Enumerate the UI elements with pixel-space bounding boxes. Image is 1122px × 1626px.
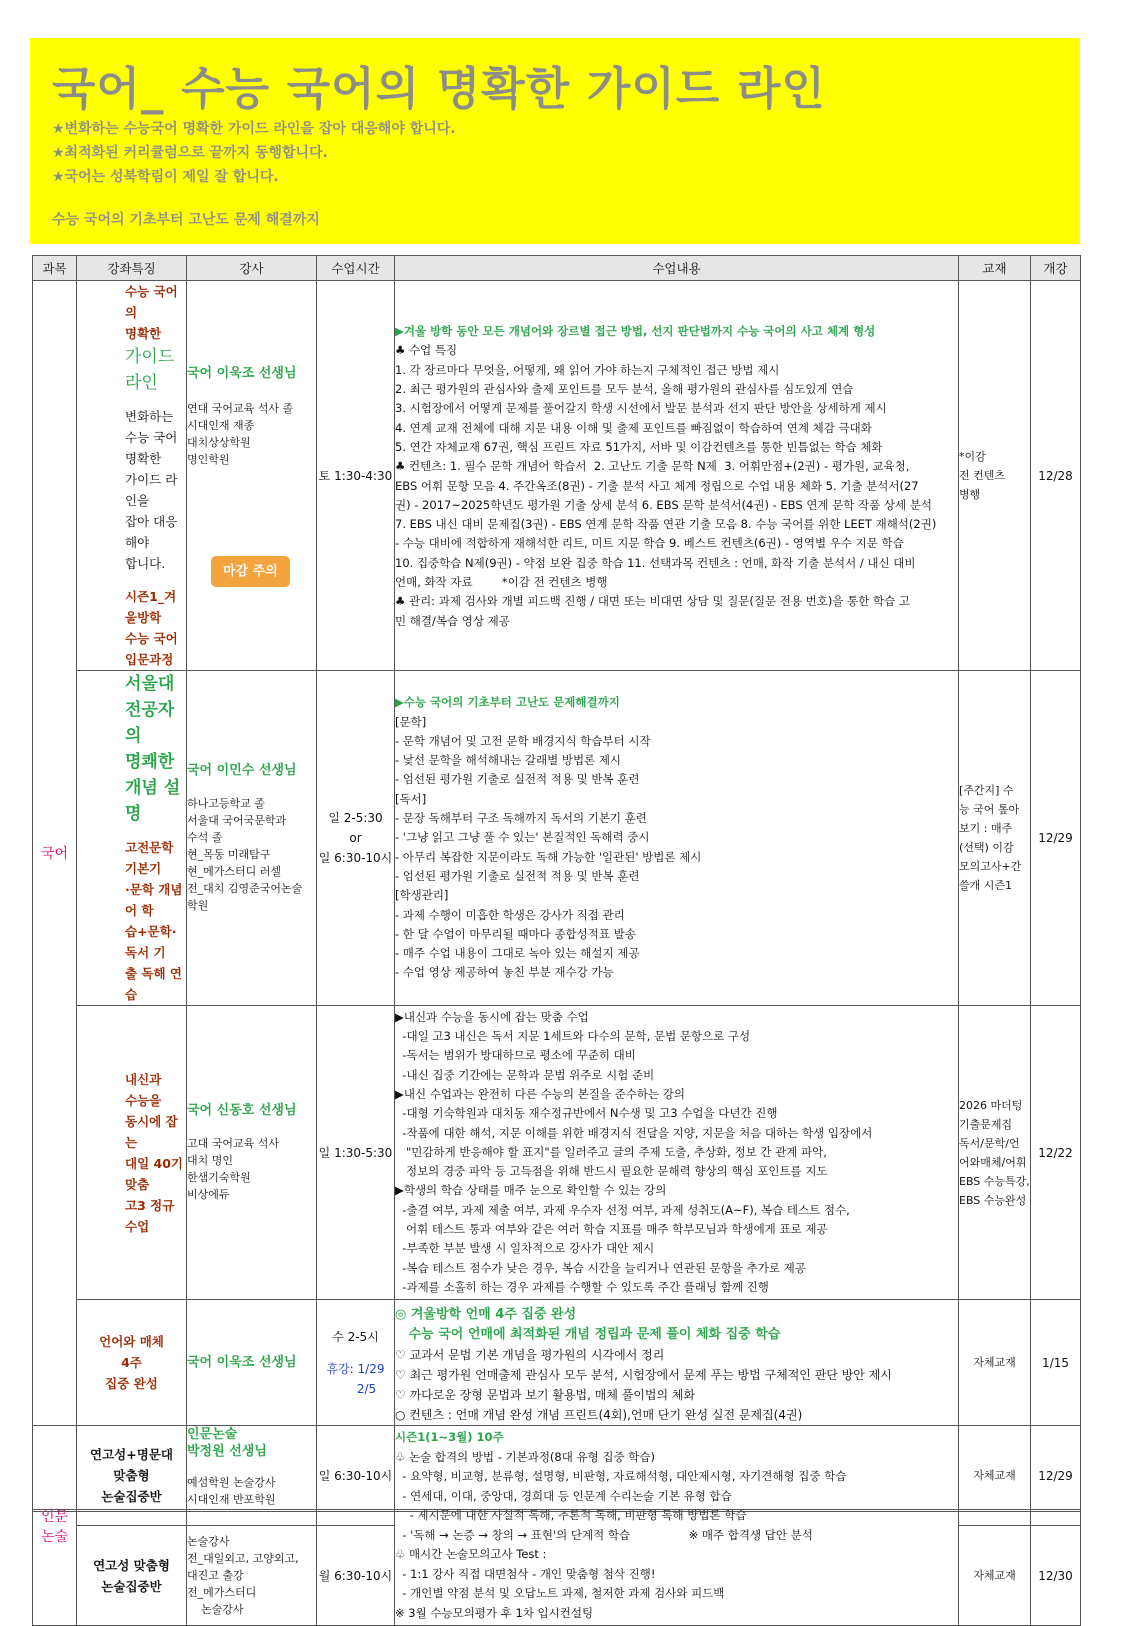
content-line: - 수업 영상 제공하여 놓친 부분 재수강 가능 [395, 965, 614, 980]
content-line: -과제를 소홀히 하는 경우 과제를 수행할 수 있도록 주간 플래닝 함께 진행 [395, 1279, 769, 1294]
content-line: - 요약형, 비교형, 분류형, 설명형, 비판형, 자료해석형, 대안제시형, 자기견해형 집중 학습 [395, 1469, 847, 1483]
header-start-date: 개강 [1031, 256, 1081, 281]
content-line: -내신 집중 기간에는 문학과 문법 위주로 시험 준비 [395, 1067, 655, 1082]
content-line: ♧ 논술 합격의 방법 - 기본과정(8대 유형 집중 학습) [395, 1449, 655, 1464]
header-time: 수업시간 [317, 256, 395, 281]
feature-line: 변화하는 [125, 409, 174, 424]
feature-line: 4주 [121, 1355, 142, 1370]
content-line: ▶학생의 학습 상태를 매주 눈으로 확인할 수 있는 강의 [395, 1183, 667, 1198]
content-line: ♡ 교과서 문법 기본 개념을 평가원의 시각에서 정리 [395, 1347, 665, 1362]
textbook-line: 병행 [959, 488, 981, 501]
teacher-bio-line: 고대 국어교육 석사 [187, 1137, 280, 1150]
table-row [33, 671, 1081, 1006]
textbook-cell: 자체교재 [959, 1526, 1031, 1626]
content-cell [395, 1426, 959, 1626]
content-cell [395, 281, 959, 671]
feature-cell [77, 1300, 187, 1426]
teacher-cell [187, 1006, 317, 1300]
teacher-name: 국어 신동호 선생님 [187, 1103, 297, 1118]
content-line: 정보의 경중 파악 등 고득점을 위해 반드시 필요한 문해력 향상의 핵심 포인트를 지도 [395, 1164, 828, 1179]
textbook-cell: 자체교재 [959, 1426, 1031, 1526]
feature-line: ·문학 개념어 학 [125, 882, 183, 918]
textbook-line: *이감 [959, 450, 986, 463]
feature-line: 집중 완성 [105, 1376, 158, 1391]
content-line: 2. 최근 평가원의 관심사와 출제 포인트를 모두 분석, 올해 평가원의 관심사를 심도있게 연습 [395, 382, 854, 397]
page-title: 국어_ 수능 국어의 명확한 가이드 라인 [52, 62, 826, 115]
feature-line: 습+문학·독서 기 [125, 924, 177, 960]
feature-line: 가이드 라인을 [125, 472, 178, 508]
feature-cell [77, 1006, 187, 1300]
teacher-bio-line: 현_메가스터디 러셀 [187, 865, 282, 878]
feature-line: 맞춤형 [113, 1468, 150, 1483]
content-cell [395, 1300, 959, 1426]
class-time: 토 1:30-4:30 [317, 281, 395, 671]
content-line: ※ 3월 수능모의평가 후 1차 입시컨설팅 [395, 1605, 594, 1620]
content-line: 권) - 2017~2025학년도 평가원 기출 상세 분석 6. EBS 문학 분석서(4권) - EBS 연계 문학 작품 상세 분석 [395, 497, 933, 512]
content-line: - 엄선된 평가원 기출로 실전적 적용 및 반복 훈련 [395, 772, 640, 787]
class-time [317, 671, 395, 1006]
table-header-row [33, 256, 1081, 281]
feature-line: 서울대 [125, 674, 175, 694]
textbook-cell [959, 281, 1031, 671]
teacher-bio-line: 현_목동 미래탐구 [187, 848, 271, 861]
textbook-cell: 자체교재 [959, 1300, 1031, 1426]
teacher-bio-line: 시대인재 반포학원 [187, 1493, 276, 1506]
banner-subtitle: 수능 국어의 기초부터 고난도 문제 해결까지 [52, 212, 320, 228]
textbook-line: 독서/문학/언 [959, 1136, 1020, 1150]
content-line: [문학] [395, 714, 427, 729]
content-line: 1. 각 장르마다 무엇을, 어떻게, 왜 읽어 가야 하는지 구체적인 접근 방법 제시 [395, 362, 780, 377]
teacher-bio-line: 논술강사 [187, 1603, 244, 1616]
feature-line: 논술집중반 [101, 1578, 162, 1594]
textbook-line: 기출문제집 [959, 1117, 1013, 1131]
start-date: 12/22 [1031, 1006, 1081, 1300]
header-content: 수업내용 [395, 256, 959, 281]
teacher-bio-line: 전_대일외고, 고양외고, [187, 1552, 299, 1565]
content-line: - 아무리 복잡한 지문이라도 독해 가능한 '일관된' 방법론 제시 [395, 849, 702, 864]
teacher-bio-line: 예섬학원 논술강사 [187, 1476, 276, 1489]
feature-line: 언어와 매체 [99, 1334, 164, 1349]
header-subject: 과목 [33, 256, 77, 281]
content-line: 7. EBS 내신 대비 문제집(3권) - EBS 연계 문학 작품 연관 기출 모음 8. 수능 국어를 위한 LEET 재해석(2권) [395, 517, 937, 532]
content-line: 언매, 화작 자료 *이감 전 컨텐츠 병행 [395, 574, 608, 589]
content-line: "민감하게 반응해야 할 표지"를 일러주고 글의 주제 도출, 추상화, 정보 간 관계 파악, [395, 1144, 827, 1159]
content-line: - 문학 개념어 및 고전 문학 배경지식 학습부터 시작 [395, 733, 651, 748]
feature-line: 연고성 맞춤형 [93, 1557, 170, 1573]
deadline-badge-button[interactable]: 마감 주의 [211, 556, 290, 587]
textbook-line: 모의고사+간 [959, 860, 1022, 873]
content-line: - 문장 독해부터 구조 독해까지 독서의 기본기 훈련 [395, 811, 647, 826]
textbook-line: EBS 수능특강, [959, 1174, 1030, 1188]
feature-line: 명확한 [125, 451, 162, 466]
feature-line: 명쾌한 [125, 752, 175, 772]
content-line: ▶내신과 수능을 동시에 잡는 맞춤 수업 [395, 1009, 589, 1024]
feature-line: 연고성+명문대 [90, 1447, 173, 1462]
feature-line: 수능 국어의 [125, 284, 178, 320]
content-line: - 엄선된 평가원 기출로 실전적 적용 및 반복 훈련 [395, 868, 640, 883]
content-line: 4. 연계 교재 전체에 대해 지문 내용 이해 및 출제 포인트를 빠짐없이 학습하여 연계 체감 극대화 [395, 420, 872, 435]
header-textbook: 교재 [959, 256, 1031, 281]
teacher-bio-line: 명인학원 [187, 452, 230, 466]
time-line: 수 2-5시 [332, 1329, 379, 1344]
content-line: 10. 집중학습 N제(9권) - 약점 보완 집중 학습 11. 선택과목 컨텐츠 : 언매, 화작 기출 분석서 / 내신 대비 [395, 555, 916, 570]
teacher-bio-line: 하나고등학교 졸 [187, 797, 265, 810]
time-line: or [349, 831, 362, 845]
feature-cell [77, 281, 187, 671]
feature-line: 수능 국어 [125, 631, 178, 646]
teacher-bio-line: 전_대치 김영준국어논술 [187, 882, 303, 895]
teacher-name: 국어 이욱조 선생님 [187, 365, 297, 381]
header-feature: 강좌특징 [77, 256, 187, 281]
feature-line: 수능 국어 [125, 430, 178, 445]
feature-line: 고전문학 기본기 [125, 840, 174, 876]
teacher-cell [187, 1526, 317, 1626]
content-line: - 연세대, 이대, 중앙대, 경희대 등 인문계 수리논술 기본 유형 합습 [395, 1488, 732, 1503]
teacher-cell [187, 1300, 317, 1426]
textbook-cell [959, 1006, 1031, 1300]
content-line: - 낯선 문학을 해석해내는 갈래별 방법론 제시 [395, 753, 622, 768]
content-line: -출결 여부, 과제 제출 여부, 과제 우수자 선정 여부, 과제 성취도(A~F), 복습 테스트 점수, [395, 1202, 850, 1217]
feature-line: 수능을 [125, 1092, 162, 1108]
class-time [317, 1300, 395, 1426]
textbook-line: 보기 : 매주 [959, 822, 1013, 835]
subject-line: 인문 [40, 1508, 69, 1525]
feature-line: 대일 40기 맞춤 [125, 1155, 183, 1192]
textbook-line: 전 컨텐츠 [959, 469, 1006, 482]
content-line: - 매주 수업 내용이 그대로 녹아 있는 해설지 제공 [395, 946, 640, 961]
header-banner [30, 38, 1080, 244]
content-line: ◎ 겨울방학 언매 4주 집중 완성 [395, 1306, 577, 1322]
content-line: EBS 어휘 문항 모음 4. 주간옥조(8권) - 기출 분석 사고 체계 정립으로 수업 내용 체화 5. 기출 분석서(27 [395, 478, 919, 493]
feature-line: 동시에 잡는 [125, 1113, 178, 1150]
content-line: ♣ 수업 특징 [395, 343, 458, 358]
content-line: 수능 국어 언매에 최적화된 개념 정립과 문제 풀이 체화 집중 학습 [395, 1326, 781, 1342]
content-line: ♧ 매시간 논술모의고사 Test : [395, 1547, 547, 1561]
content-line: -부족한 부분 발생 시 일차적으로 강사가 대안 제시 [395, 1241, 655, 1256]
teacher-cell [187, 281, 317, 671]
feature-line: 가이드 라인 [125, 347, 175, 393]
content-line: - 수능 대비에 적합하게 재해석한 리트, 미트 지문 학습 9. 베스트 컨텐츠(6권) - 영역별 우수 지문 학습 [395, 536, 904, 551]
class-time: 일 1:30-5:30 [317, 1006, 395, 1300]
content-line: ♣ 컨텐츠: 1. 필수 문학 개념어 학습서 2. 고난도 기출 문학 N제 3. 어휘만점+(2권) - 평가원, 교육청, [395, 459, 910, 474]
teacher-bio-line: 학원 [187, 899, 209, 912]
content-line: -복습 테스트 점수가 낮은 경우, 복습 시간을 늘리거나 연관된 문항을 추가로 제공 [395, 1260, 806, 1275]
banner-bullet: ★국어는 성북학림이 제일 잘 합니다. [52, 169, 279, 185]
teacher-name: 국어 이민수 선생님 [187, 763, 297, 778]
content-line: - 개인별 약점 분석 및 오답노트 과제, 철저한 과제 검사와 피드백 [395, 1586, 725, 1600]
time-note: 2/5 [356, 1381, 377, 1396]
feature-cell [77, 671, 187, 1006]
start-date: 12/28 [1031, 281, 1081, 671]
feature-line: 명확한 [125, 326, 162, 341]
teacher-name: 인문논술 [187, 1427, 238, 1442]
time-note: 휴강: 1/29 [326, 1361, 385, 1376]
content-line: ♡ 까다로운 장형 문법과 보기 활용법, 매체 풀이법의 체화 [395, 1387, 696, 1402]
content-line: 3. 시험장에서 어떻게 문제를 풀어갈지 학생 시선에서 발문 분석과 선지 판단 방안을 상세하게 제시 [395, 401, 887, 416]
content-line: ▶겨울 방학 동안 모든 개념어와 장르별 접근 방법, 선지 판단법까지 수능 국어의 사고 체계 형성 [395, 324, 876, 339]
subject-cell-korean: 국어 [33, 281, 77, 1426]
feature-line: 개념 설명 [125, 778, 181, 824]
subject-line: 논술 [40, 1528, 69, 1545]
content-line: -독서는 범위가 방대하므로 평소에 꾸준히 대비 [395, 1048, 636, 1063]
feature-line: 내신과 [125, 1071, 162, 1087]
teacher-bio-line: 서울대 국어국문학과 [187, 814, 287, 827]
textbook-line: (선택) 이감 [959, 841, 1014, 854]
content-line: -작품에 대한 해석, 지문 이해를 위한 배경지식 전달을 지양, 지문을 처음 대하는 학생 입장에서 [395, 1125, 873, 1140]
teacher-bio-line: 대진고 출강 [187, 1569, 244, 1582]
feature-line: 전공자의 [125, 700, 175, 746]
teacher-bio-line: 연대 국어교육 석사 졸 [187, 401, 294, 415]
course-table [32, 255, 1081, 1626]
teacher-name: 박정원 선생님 [187, 1444, 267, 1459]
textbook-line: 능 국어 톺아 [959, 803, 1020, 816]
content-line: ♣ 관리: 과제 검사와 개별 피드백 진행 / 대면 또는 비대면 상담 및 질문(질문 전용 번호)을 통한 학습 고 [395, 594, 910, 609]
table-row [33, 1006, 1081, 1300]
content-line: -대형 기숙학원과 대치동 재수정규반에서 N수생 및 고3 수업을 다년간 진행 [395, 1106, 778, 1121]
banner-bullet: ★변화하는 수능국어 명확한 가이드 라인을 잡아 대응해야 합니다. [52, 121, 456, 137]
content-line: - 한 달 수업이 마무리될 때마다 종합성적표 발송 [395, 926, 636, 941]
textbook-cell [959, 671, 1031, 1006]
feature-line: 고3 정규 수업 [125, 1197, 175, 1234]
content-line: -대일 고3 내신은 독서 지문 1세트와 다수의 문학, 문법 문항으로 구성 [395, 1029, 751, 1044]
subject-cell-essay [33, 1426, 77, 1626]
banner-bullet: ★최적화된 커리큘럼으로 끝까지 동행합니다. [52, 145, 328, 161]
content-line: - '그냥 읽고 그냥 풀 수 있는' 본질적인 독해력 중시 [395, 830, 650, 845]
feature-line: 합니다. [125, 556, 166, 571]
content-line: 시즌1(1~3월) 10주 [395, 1430, 504, 1444]
content-cell [395, 1006, 959, 1300]
content-line: - '독해 → 논증 → 창의 → 표현'의 단계적 학습 ※ 매주 합격생 답안 분석 [395, 1527, 813, 1542]
header-teacher: 강사 [187, 256, 317, 281]
time-line: 일 6:30-10시 [318, 851, 393, 865]
content-line: [독서] [395, 791, 427, 806]
feature-cell [77, 1526, 187, 1626]
textbook-line: 쓸개 시즌1 [959, 879, 1012, 892]
teacher-name: 국어 이욱조 선생님 [187, 1355, 297, 1370]
feature-line: 잡아 대응해야 [125, 514, 178, 550]
content-line: - 과제 수행이 미흡한 학생은 강사가 직접 관리 [395, 907, 625, 922]
table-bottom-border [32, 1509, 1080, 1512]
teacher-bio-line: 비상에듀 [187, 1188, 230, 1201]
class-time: 월 6:30-10시 [317, 1526, 395, 1626]
content-line: ▶내신 수업과는 완전히 다른 수능의 본질을 준수하는 강의 [395, 1086, 685, 1101]
teacher-bio-line: 대치 명인 [187, 1154, 234, 1167]
teacher-bio-line: 시대인재 재종 [187, 418, 255, 432]
start-date: 12/29 [1031, 671, 1081, 1006]
content-line: ▶수능 국어의 기초부터 고난도 문제해결까지 [395, 695, 620, 710]
content-line: ○ 컨텐츠 : 언매 개념 완성 개념 프린트(4회),언매 단기 완성 실전 문제집(4권) [395, 1407, 803, 1422]
start-date: 12/30 [1031, 1526, 1081, 1626]
content-line: [학생관리] [395, 888, 449, 903]
textbook-line: EBS 수능완성 [959, 1193, 1027, 1207]
content-cell [395, 671, 959, 1006]
teacher-bio-line: 수석 졸 [187, 831, 223, 844]
teacher-bio-line: 논술강사 [187, 1535, 230, 1548]
content-line: ♡ 최근 평가원 언매출제 관심사 모두 분석, 시험장에서 문제 푸는 방법 구체적인 판단 방안 제시 [395, 1367, 892, 1382]
start-date: 12/29 [1031, 1426, 1081, 1526]
table-row [33, 1300, 1081, 1426]
textbook-line: 2026 마더텅 [959, 1098, 1023, 1112]
textbook-line: 어와매체/어휘 [959, 1155, 1027, 1169]
teacher-bio-line: 대치상상학원 [187, 435, 251, 449]
teacher-bio-line: 한샘기숙학원 [187, 1171, 251, 1184]
textbook-line: [주간지] 수 [959, 784, 1014, 797]
feature-line: 논술집중반 [101, 1489, 162, 1504]
content-line: 5. 연간 자체교재 67권, 핵심 프린트 자료 51가지, 서바 및 이감컨텐츠를 통한 빈틈없는 학습 체화 [395, 439, 883, 454]
content-line: - 제시문에 대한 사실적 독해, 추론적 독해, 비판형 독해 방법론 학습 [395, 1508, 747, 1522]
start-date: 1/15 [1031, 1300, 1081, 1426]
feature-line: 입문과정 [125, 652, 174, 667]
content-line: - 1:1 강사 직접 대면첨삭 - 개인 맞춤형 첨삭 진행! [395, 1566, 656, 1581]
content-line: 어휘 테스트 통과 여부와 같은 여러 학습 지표를 매주 학부모님과 학생에게 표로 제공 [395, 1222, 828, 1237]
table-row [33, 281, 1081, 671]
content-line: 민 해결/복습 영상 제공 [395, 613, 510, 628]
feature-line: 시즌1_겨울방학 [125, 589, 177, 625]
time-line: 일 2-5:30 [328, 811, 383, 825]
teacher-cell [187, 671, 317, 1006]
class-time: 일 6:30-10시 [317, 1426, 395, 1526]
teacher-bio-line: 전_메가스터디 [187, 1586, 257, 1599]
feature-line: 출 독해 연습 [125, 966, 183, 1002]
